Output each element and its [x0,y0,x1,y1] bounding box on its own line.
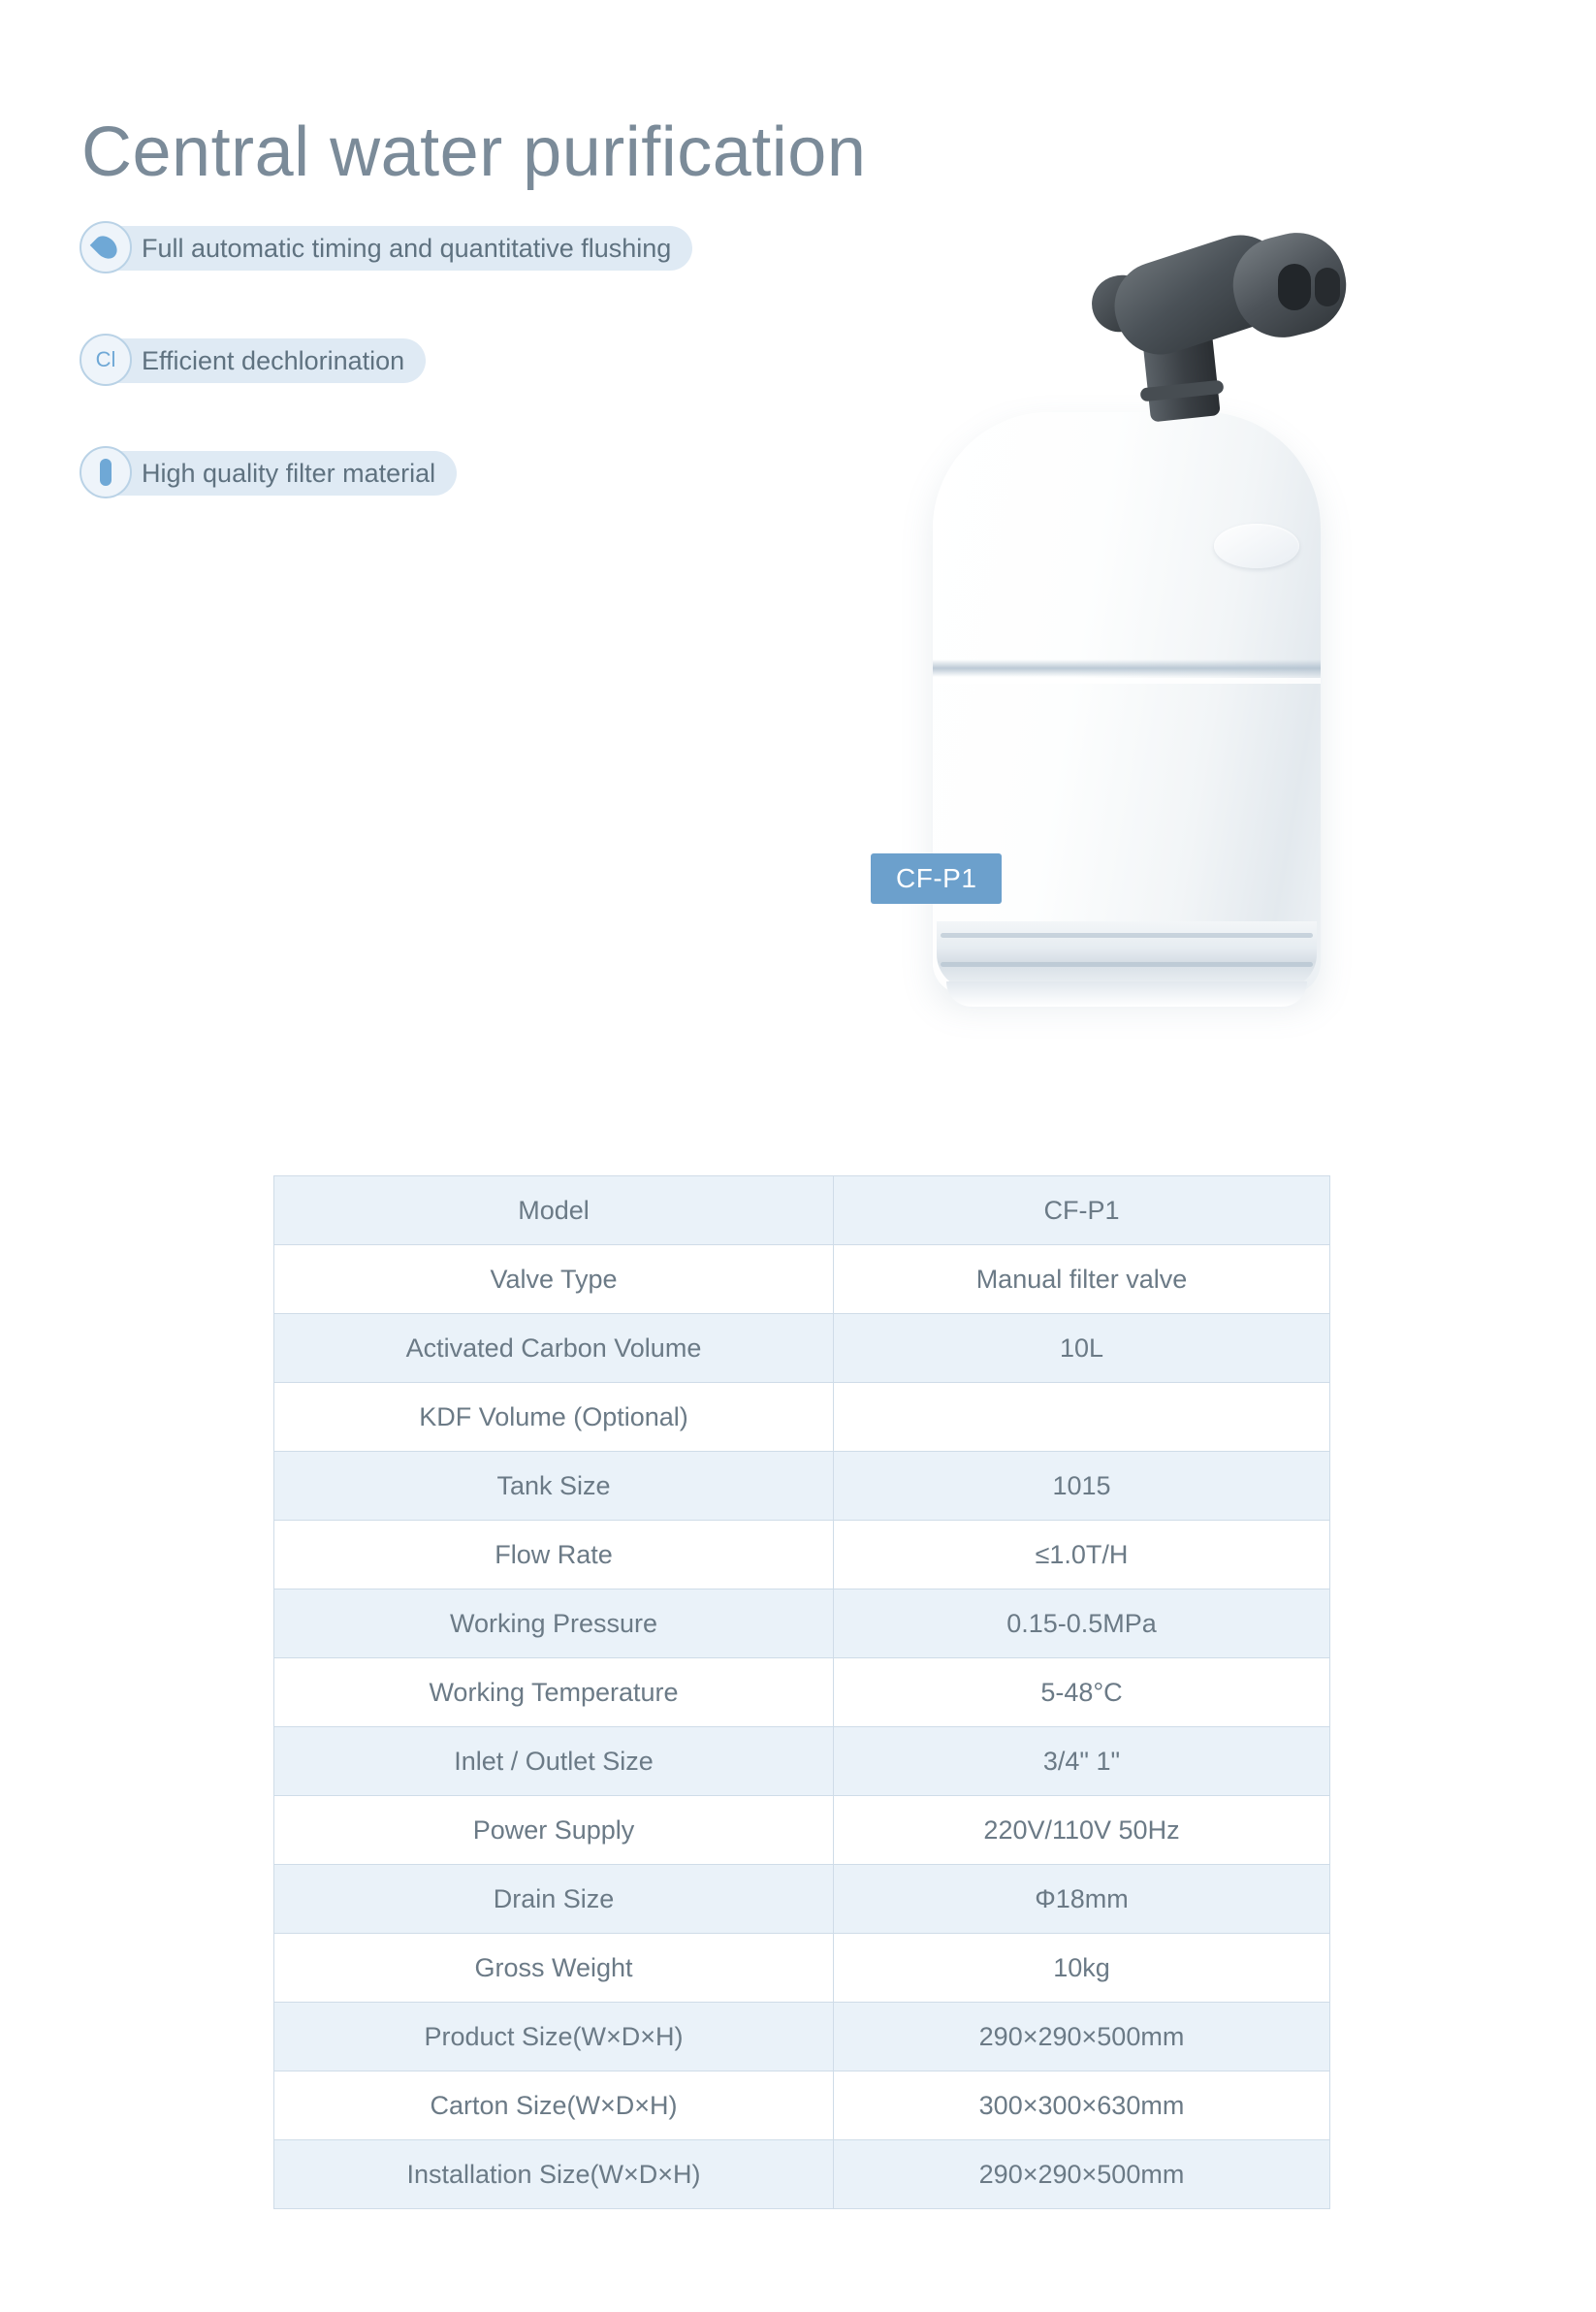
product-image [873,242,1416,1096]
tank-base-line-1 [941,933,1313,938]
spec-value: 10kg [834,1934,1330,2003]
spec-value: 220V/110V 50Hz [834,1796,1330,1865]
table-row [274,2071,1330,2140]
tank-base-line-2 [941,962,1313,967]
spec-label: Flow Rate [274,1521,834,1590]
spec-label: Activated Carbon Volume [274,1314,834,1383]
chlorine-icon-label: Cl [95,347,116,371]
table-row [274,1521,1330,1590]
valve-head-port-a [1278,264,1311,310]
spec-value: ≤1.0T/H [834,1521,1330,1590]
table-row [274,1590,1330,1658]
tank-seam-highlight [933,678,1321,684]
spec-value: 0.15-0.5MPa [834,1590,1330,1658]
spec-label: Working Temperature [274,1658,834,1727]
feature-label-flushing: Full automatic timing and quantitative flushing [85,226,692,271]
spec-value: 290×290×500mm [834,2140,1330,2209]
specification-table-body [274,1176,1330,2209]
table-row [274,1865,1330,1934]
product-model-tag: CF-P1 [871,853,1002,904]
filter-cartridge-icon [80,446,132,498]
spec-label: Gross Weight [274,1934,834,2003]
specification-table [273,1175,1330,2209]
spec-label: Tank Size [274,1452,834,1521]
page-title: Central water purification [81,113,867,192]
spec-label: Working Pressure [274,1590,834,1658]
feature-list [85,221,692,559]
spec-label: Power Supply [274,1796,834,1865]
spec-label: Drain Size [274,1865,834,1934]
spec-value: 5-48°C [834,1658,1330,1727]
table-row [274,1796,1330,1865]
spec-label: KDF Volume (Optional) [274,1383,834,1452]
spec-label: Valve Type [274,1245,834,1314]
spec-label: Carton Size(W×D×H) [274,2071,834,2140]
tank-seam [933,659,1321,677]
chlorine-icon [80,334,132,386]
spec-value: 1015 [834,1452,1330,1521]
table-row [274,1658,1330,1727]
spec-label: Product Size(W×D×H) [274,2003,834,2071]
spec-value: Φ18mm [834,1865,1330,1934]
tank-base [937,921,1317,989]
feature-item-filter-material [85,446,692,500]
table-row [274,1727,1330,1796]
table-row [274,1245,1330,1314]
spec-value: CF-P1 [834,1176,1330,1245]
table-row [274,1452,1330,1521]
tank-badge [1214,524,1299,568]
feature-label-filter-material: High quality filter material [85,451,457,496]
table-row [274,2140,1330,2209]
spec-value: 10L [834,1314,1330,1383]
table-row [274,2003,1330,2071]
spec-value [834,1383,1330,1452]
table-row [274,1314,1330,1383]
table-row [274,1934,1330,2003]
spec-label: Model [274,1176,834,1245]
table-row [274,1176,1330,1245]
feature-item-dechlorination [85,334,692,388]
table-row [274,1383,1330,1452]
spec-value: Manual filter valve [834,1245,1330,1314]
water-drop-icon [80,221,132,273]
spec-label: Installation Size(W×D×H) [274,2140,834,2209]
spec-value: 290×290×500mm [834,2003,1330,2071]
feature-item-flushing [85,221,692,275]
spec-label: Inlet / Outlet Size [274,1727,834,1796]
tank-bottom [946,981,1307,1007]
spec-value: 3/4" 1" [834,1727,1330,1796]
valve-head-port-b [1315,268,1340,306]
spec-value: 300×300×630mm [834,2071,1330,2140]
feature-label-dechlorination: Efficient dechlorination [85,338,426,383]
tank-body [933,412,1321,994]
